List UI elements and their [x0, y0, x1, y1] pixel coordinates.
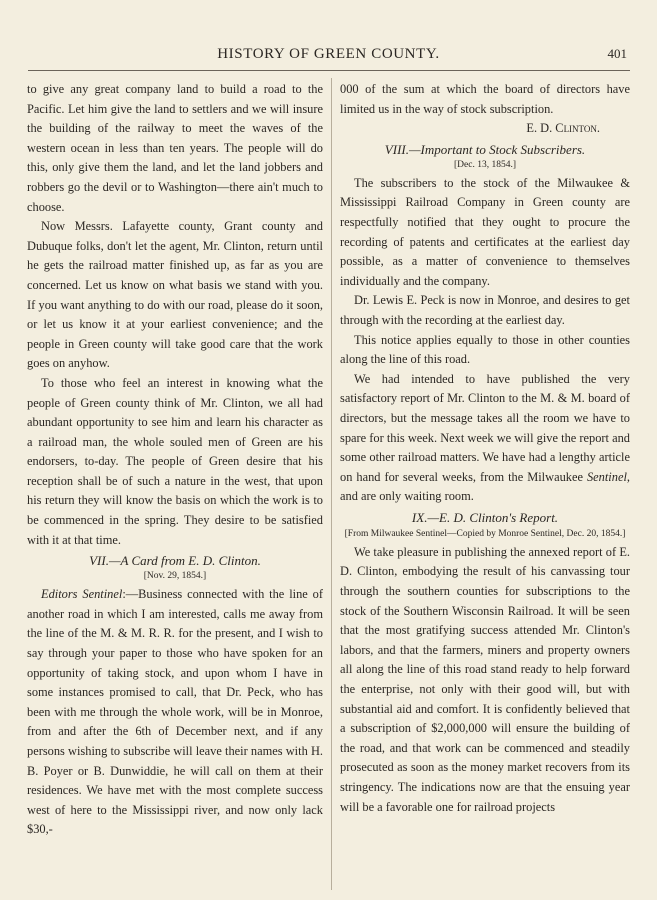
signature: E. D. Clinton.	[526, 121, 600, 136]
left-column	[27, 80, 323, 840]
section-date: [Dec. 13, 1854.]	[454, 159, 516, 170]
newspaper-name: Sentinel	[586, 469, 627, 484]
paragraph: The subscribers to the stock of the Milwaukee & Mississippi Railroad Company in Green county are respectfully notified that they ought to procure the recording of patents and certificates at the earliest day possible, as a matter of convenience to themselves individually and the company.	[340, 175, 630, 288]
paragraph: We take pleasure in publishing the annexed report of E. D. Clinton, embodying the result of his canvassing tour through the southern counties for subscriptions to the stock of the Southern Wisconsin Railroad. It will be seen that the most gratifying success attended Mr. Clinton's labors, and that the farmers, miners and property owners all along the line of this road stand ready to help forward the enterprise, not only with their good will, but with substantial aid and comfort. It is confidently believed that a subscription of $2,000,000 will ensure the building of the road, and that work can be commenced and steadily prosecuted as soon as the money market recovers from its stringency. The indications now are that the ensuing year will be a favorable one for railroad projects	[340, 544, 630, 814]
section-heading: VII.—A Card from E. D. Clinton.	[89, 553, 261, 569]
paragraph	[27, 585, 323, 840]
right-column	[340, 80, 630, 817]
section-date: [Nov. 29, 1854.]	[143, 571, 207, 582]
paragraph: Dr. Lewis E. Peck is now in Monroe, and desires to get through with the recording at the earliest day.	[340, 293, 630, 327]
paragraph	[340, 370, 630, 507]
page-number: 401	[607, 46, 627, 61]
paragraph: To those who feel an interest in knowing what the people of Green county think of Mr. Clinton, we all had abundant opportunity to see him and learn his character as a railroad man, the whole souled men of Green are his endorsers, to-day. The people of Green desire that his reception shall be of such a nature in the west, that upon his return they will know the basis on which the work is to be commenced in the spring. They desire to be satisfied with it at that time.	[27, 375, 323, 547]
paragraph-text: , and are only waiting room.	[340, 469, 630, 504]
running-head	[0, 44, 657, 68]
page-title: HISTORY OF GREEN COUNTY.	[217, 46, 440, 62]
paragraph: 000 of the sum at which the board of directors have limited us in the way of stock subscription.	[340, 82, 630, 116]
header-rule	[28, 70, 630, 71]
paragraph: Now Messrs. Lafayette county, Grant county and Dubuque folks, don't let the agent, Mr. Clinton, return until he gets the railroad matter finished up, as far as you are concerned. Let us know on what basis we stand with you. If you want anything to do with our road, please do it soon, or let us know it at your earliest convenience; and the people in Green county will take good care that the work goes on anyhow.	[27, 219, 323, 371]
column-divider	[331, 78, 332, 890]
section-heading: IX.—E. D. Clinton's Report.	[411, 509, 559, 525]
source-note: [From Milwaukee Sentinel—Copied by Monroe Sentinel, Dec. 20, 1854.]	[344, 528, 626, 539]
paragraph: This notice applies equally to those in other counties along the line of this road.	[340, 332, 630, 367]
paragraph-text: We had intended to have published the very satisfactory report of Mr. Clinton to the M. & M. board of directors, but the message takes all the room we have to spare for this week. Next week we will give the report and some other railroad matters. We have had a lengthy article on hand for several weeks, from the Milwaukee	[340, 371, 630, 484]
paragraph: to give any great company land to build a road to the Pacific. Let him give the land to settlers and we will insure the building of the railway to meet the waves of the western ocean in less than ten years. The people will do this, only give them the land, and let the land jobbers and robbers go the devil or to Washington—there ain't much to choose.	[27, 82, 323, 214]
paragraph-text: :—Business connected with the line of another road in which I am interested, calls me away from the line of the M. & M. R. R. for the present, and I wish to say through your paper to those who have spoken for an opportunity of taking stock, and upon whom I have in some instances promised to call, that Dr. Peck, who has been with me through the whole work, will be in Monroe, from and after the 6th of December next, and if any persons wishing to subscribe will leave their names with H. B. Poyer or B. Dunwiddie, he will call on them at their residences. We have met with the most complete success west of here to the Mississippi river, and now only lack $30,-	[27, 587, 323, 837]
salutation: Editors Sentinel	[41, 587, 123, 602]
section-heading: VIII.—Important to Stock Subscribers.	[384, 141, 586, 157]
